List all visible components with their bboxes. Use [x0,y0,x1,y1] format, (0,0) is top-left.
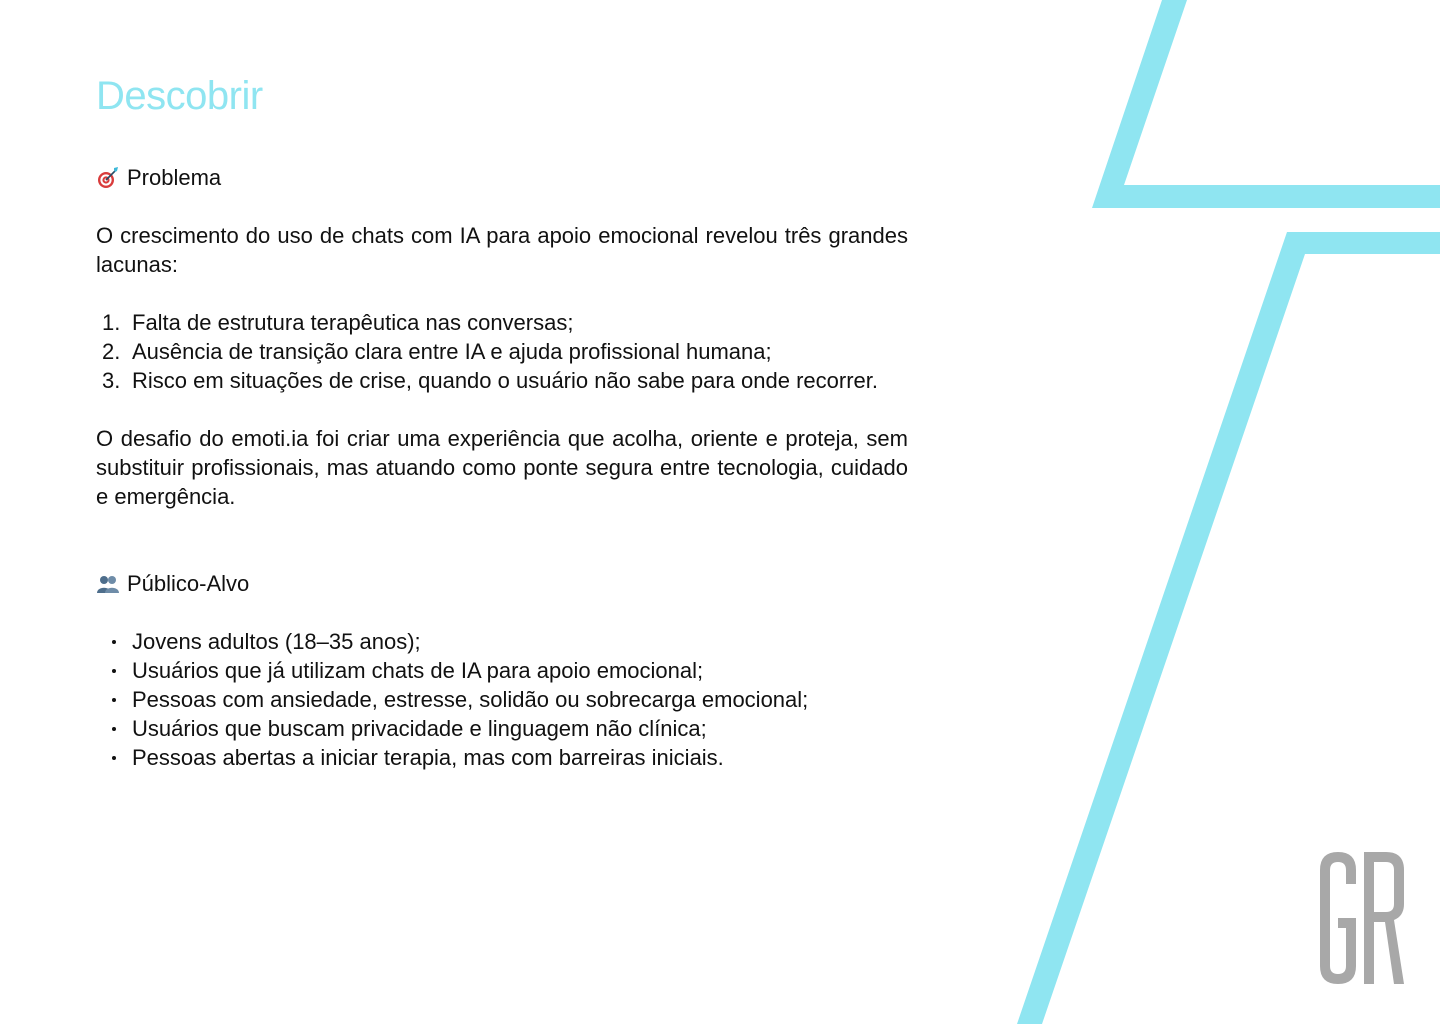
challenge-paragraph: O desafio do emoti.ia foi criar uma experiência que acolha, oriente e proteja, sem substituir profissionais, mas atuando como ponte segura entre tecnologia, cuidado e emergência. [96,426,908,509]
problem-section-heading [96,163,908,192]
list-item-text: Ausência de transição clara entre IA e ajuda profissional humana; [132,339,772,364]
problem-intro: O crescimento do uso de chats com IA para apoio emocional revelou três grandes lacunas: [96,223,908,277]
list-item-text: Risco em situações de crise, quando o usuário não sabe para onde recorrer. [132,368,878,393]
list-item [96,366,908,395]
gaps-list [96,308,908,395]
list-item: Usuários que buscam privacidade e linguagem não clínica; [96,714,886,743]
list-item: Jovens adultos (18–35 anos); [96,627,886,656]
list-item-text: Falta de estrutura terapêutica nas conversas; [132,310,574,335]
target-icon [96,166,120,190]
list-item-number: 1. [102,310,121,335]
audience-list [96,627,886,772]
audience-section-heading [96,569,908,598]
list-item-number: 2. [102,339,121,364]
gr-monogram-logo [1318,850,1406,986]
list-item-number: 3. [102,368,121,393]
page-title: Descobrir [96,74,263,118]
list-item: Usuários que já utilizam chats de IA para apoio emocional; [96,656,886,685]
audience-heading-label: Público-Alvo [127,571,250,596]
main-content [96,163,908,772]
people-icon [96,572,120,596]
list-item: Pessoas com ansiedade, estresse, solidão ou sobrecarga emocional; [96,685,886,714]
list-item [96,308,908,337]
logo-letter-r [1364,852,1404,984]
list-item [96,337,908,366]
problem-heading-label: Problema [127,165,222,190]
accent-shape-top [1092,0,1440,208]
list-item: Pessoas abertas a iniciar terapia, mas com barreiras iniciais. [96,743,886,772]
section-spacer [96,511,908,569]
logo-letter-g [1320,852,1356,984]
